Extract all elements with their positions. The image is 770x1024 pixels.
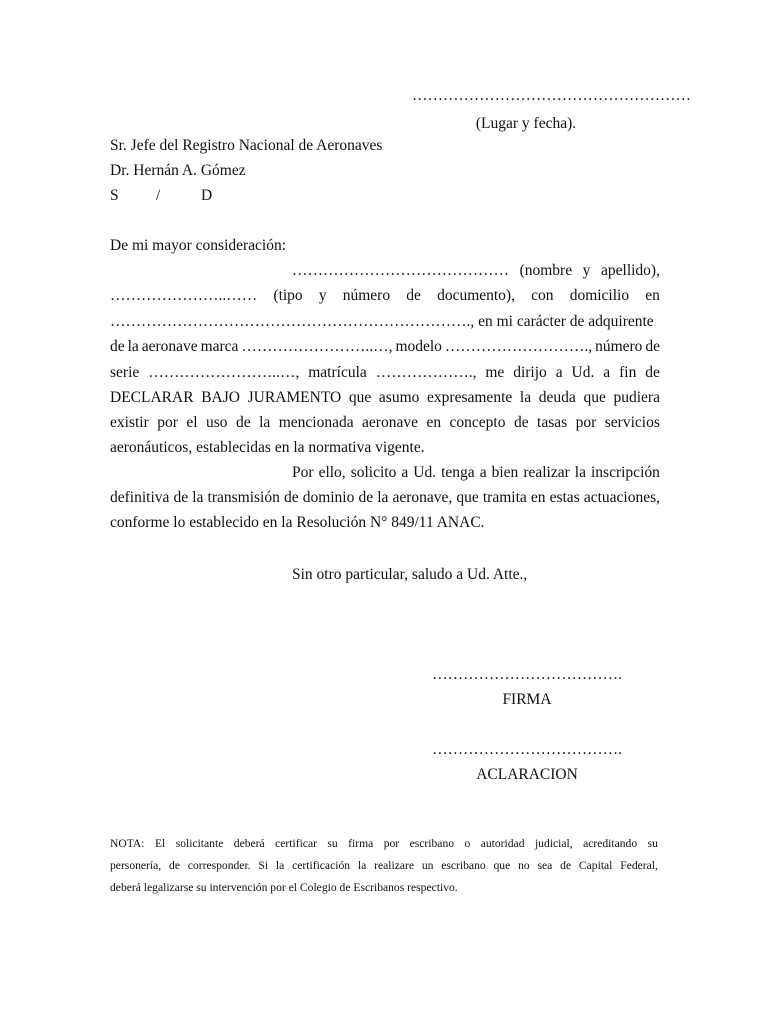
p1-line — [110, 286, 660, 306]
word: serie — [110, 364, 140, 381]
word: de — [513, 414, 529, 431]
clarification-label: ACLARACION — [476, 766, 578, 783]
word: a — [603, 364, 611, 381]
word: en — [426, 414, 442, 431]
p1-line — [110, 388, 660, 408]
word: tasas — [537, 414, 568, 431]
word: judicial, — [534, 837, 573, 850]
word: su — [647, 837, 658, 850]
word: documento), — [437, 287, 515, 304]
signature-blank: ………………………………. — [432, 666, 622, 683]
word: realizar — [523, 464, 570, 481]
word: ello, — [318, 464, 346, 481]
word: pudiera — [613, 389, 660, 406]
word: tenga — [441, 464, 475, 481]
word: número — [342, 287, 391, 304]
word: su — [327, 837, 338, 850]
word: aeronave, — [392, 489, 453, 506]
word: escribano — [409, 837, 455, 850]
word: …………………..…… — [110, 287, 258, 304]
word: estas — [549, 489, 580, 506]
salutation: De mi mayor consideración: — [110, 237, 287, 254]
word: personería, — [110, 859, 162, 872]
word: acreditando — [583, 837, 638, 850]
word: modelo — [395, 338, 442, 355]
word: Ud. — [571, 364, 595, 381]
word: deuda — [538, 389, 576, 406]
note-line: deberá legalizarse su intervención por el Colegio de Escribanos respectivo. — [110, 881, 458, 894]
word: en — [645, 287, 660, 304]
word: tramita — [482, 489, 527, 506]
word: por — [383, 837, 400, 850]
word: asumo — [378, 389, 420, 406]
p1-line: aeronáuticos, establecidas en la normativa vigente. — [110, 439, 425, 456]
word: corresponder. — [187, 859, 251, 872]
word: matrícula — [308, 364, 367, 381]
word: Capital — [578, 859, 613, 872]
word: por — [157, 414, 178, 431]
word: realizare — [374, 859, 414, 872]
word: servicios — [604, 414, 660, 431]
word: apellido), — [601, 262, 660, 279]
word: existir — [110, 414, 149, 431]
word: bien — [491, 464, 519, 481]
word: de — [358, 489, 374, 506]
word: que — [493, 859, 511, 872]
word: la — [127, 338, 139, 355]
word: me — [485, 364, 505, 381]
word: y — [318, 287, 327, 304]
word: solicitante — [175, 837, 224, 850]
word: de — [406, 287, 421, 304]
word: dirijo — [513, 364, 547, 381]
closing: Sin otro particular, saludo a Ud. Atte., — [292, 566, 528, 583]
word: Por — [292, 464, 314, 481]
word: ……………………..…, — [241, 338, 393, 355]
note-line — [110, 855, 658, 877]
word: la — [377, 489, 389, 506]
word: de — [560, 859, 572, 872]
word: de — [235, 414, 251, 431]
word: actuaciones, — [583, 489, 660, 506]
recipient-name: Dr. Hernán A. Gómez — [110, 162, 246, 179]
word: domicilio — [569, 287, 630, 304]
word: (nombre — [519, 262, 573, 279]
p1-line: ……………………………………………………………., en mi carácter de adquirente — [110, 313, 654, 330]
place-date-label: (Lugar y fecha). — [475, 115, 577, 132]
word: por — [575, 414, 597, 431]
word: la — [519, 389, 532, 406]
p2-line — [292, 463, 660, 483]
word: JURAMENTO — [247, 389, 342, 406]
word: definitiva — [110, 489, 170, 506]
word: solicito — [350, 464, 397, 481]
word: con — [531, 287, 554, 304]
word: mencionada — [278, 414, 354, 431]
clarification-blank: ………………………………. — [432, 741, 622, 758]
word: firma — [348, 837, 374, 850]
p2-line: conforme lo establecido en la Resolución N° 849/11 ANAC. — [110, 514, 485, 531]
p1-line — [110, 413, 660, 433]
word: Federal, — [620, 859, 658, 872]
word: a — [555, 364, 563, 381]
word: que — [456, 489, 479, 506]
word: número — [595, 338, 643, 355]
word: certificar — [275, 837, 317, 850]
word: un — [421, 859, 434, 872]
word: en — [530, 489, 546, 506]
word: transmisión — [207, 489, 280, 506]
word: el — [186, 414, 198, 431]
p1-line — [110, 363, 660, 383]
word: la — [259, 414, 271, 431]
word: deberá — [233, 837, 265, 850]
word: de — [645, 338, 660, 355]
signature-label: FIRMA — [502, 691, 552, 708]
word: expresamente — [427, 389, 513, 406]
word: de — [169, 859, 180, 872]
word: ………………………., — [444, 338, 593, 355]
word: DECLARAR — [110, 389, 194, 406]
word: El — [154, 837, 166, 850]
word: autoridad — [480, 837, 525, 850]
word: la — [357, 859, 367, 872]
sd-s: S — [110, 187, 119, 204]
word: de — [110, 338, 125, 355]
word: que — [348, 389, 372, 406]
note-line — [110, 833, 658, 855]
word: a — [479, 464, 487, 481]
sd-d: D — [201, 187, 213, 204]
word: no — [518, 859, 530, 872]
p2-line — [110, 488, 660, 508]
word: fin — [619, 364, 637, 381]
word: Si — [258, 859, 269, 872]
word: o — [464, 837, 471, 850]
place-date-blank: ……………………………………………… — [412, 87, 691, 104]
p1-line — [292, 261, 660, 281]
word: Ud. — [413, 464, 437, 481]
sd-slash: / — [156, 187, 161, 204]
word: inscripción — [591, 464, 660, 481]
word: de — [283, 489, 299, 506]
word: y — [582, 262, 591, 279]
recipient-title: Sr. Jefe del Registro Nacional de Aeronaves — [110, 137, 383, 154]
word: aeronave — [141, 338, 198, 355]
word: NOTA: — [110, 837, 145, 850]
word: de — [173, 489, 189, 506]
word: concepto — [449, 414, 506, 431]
word: …………………………………… — [292, 262, 509, 279]
word: que — [583, 389, 606, 406]
word: la — [574, 464, 586, 481]
word: marca — [200, 338, 239, 355]
word: de — [645, 364, 660, 381]
word: la — [192, 489, 204, 506]
word: aeronave — [362, 414, 418, 431]
word: sea — [537, 859, 553, 872]
word: ……………………..…, — [148, 364, 300, 381]
word: BAJO — [201, 389, 240, 406]
p1-line — [110, 337, 660, 357]
word: dominio — [302, 489, 355, 506]
note-block — [110, 833, 658, 899]
word: ………………., — [375, 364, 477, 381]
word: a — [401, 464, 409, 481]
word: uso — [205, 414, 228, 431]
word: certificación — [292, 859, 351, 872]
word: la — [275, 859, 285, 872]
word: escribano — [441, 859, 486, 872]
word: (tipo — [273, 287, 303, 304]
